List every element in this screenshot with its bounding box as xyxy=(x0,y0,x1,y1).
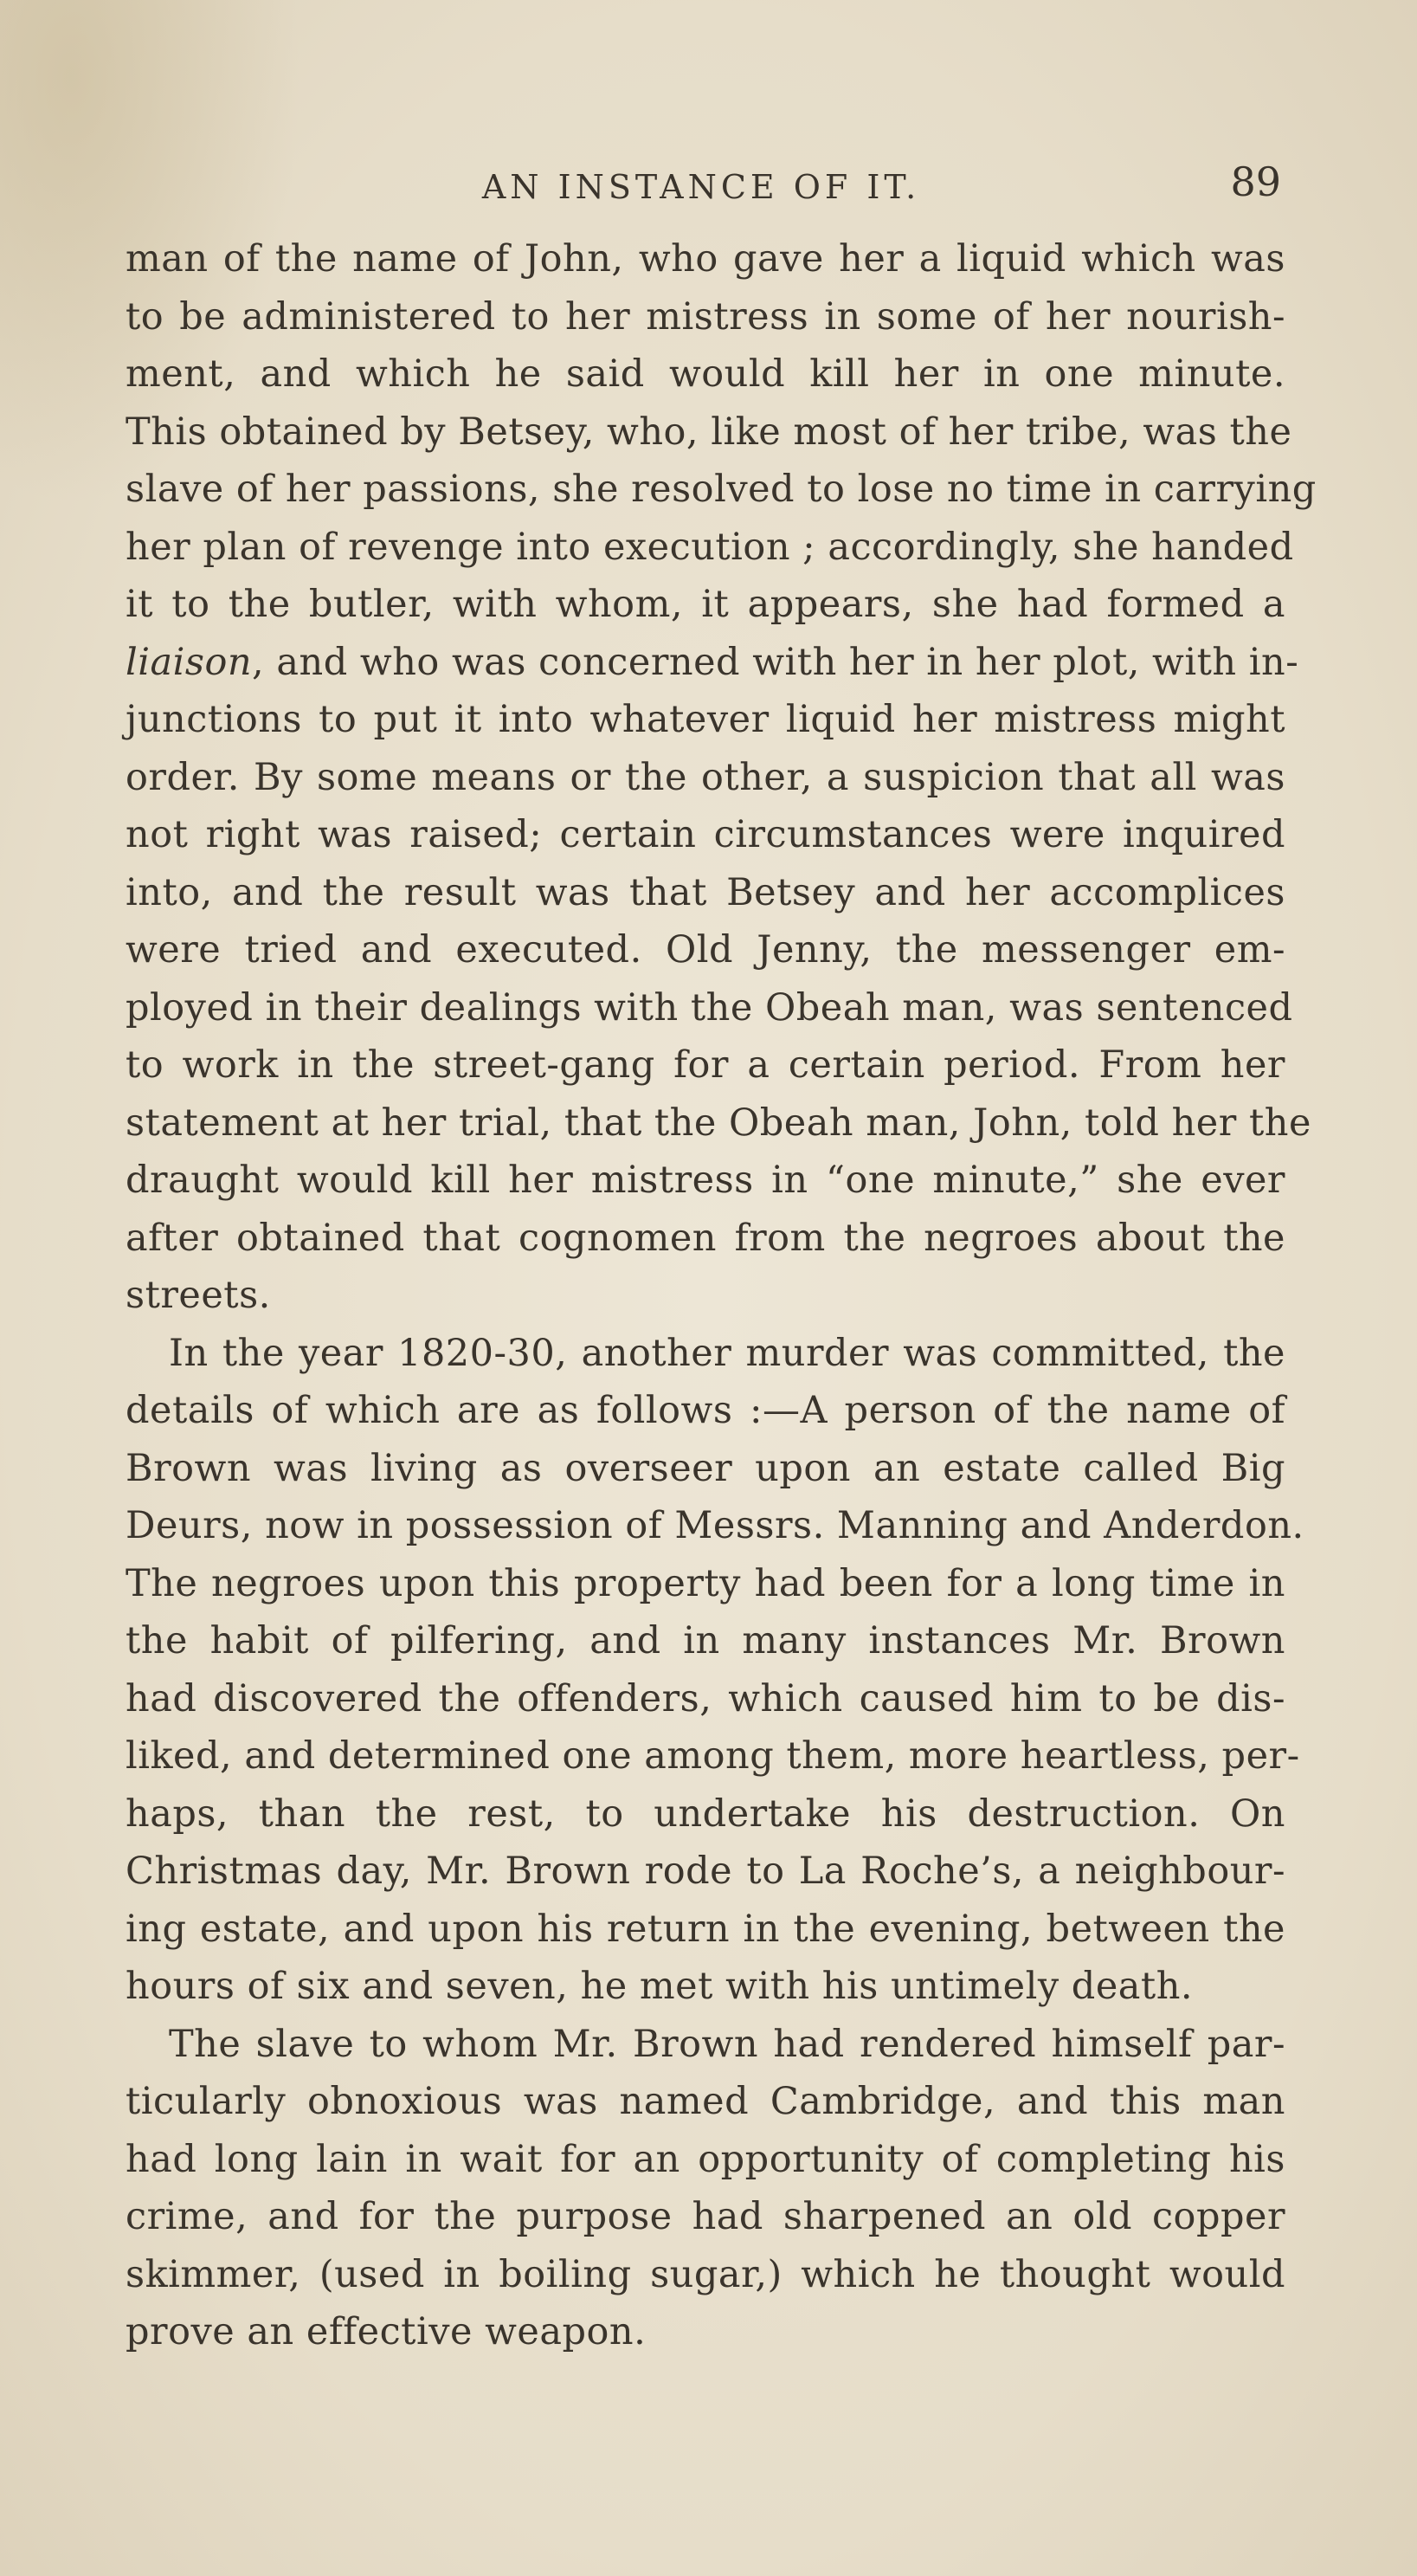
text-line: Christmas day, Mr. Brown rode to La Roche’s, a neighbour- xyxy=(126,1850,1285,1893)
text-line-remainder: , and who was concerned with her in her plot, with in- xyxy=(252,640,1299,684)
text-line: man of the name of John, who gave her a liquid which was xyxy=(126,237,1285,281)
text-line: slave of her passions, she resolved to lose no time in carrying xyxy=(126,468,1317,511)
text-line: to work in the street-gang for a certain period. From her xyxy=(126,1043,1285,1087)
page-number: 89 xyxy=(1230,158,1281,205)
text-line: The negroes upon this property had been for a long time in xyxy=(126,1561,1285,1605)
text-line-with-italic xyxy=(126,634,1299,692)
text-line: details of which are as follows :—A person of the name of xyxy=(126,1389,1285,1432)
text-line: liked, and determined one among them, more heartless, per- xyxy=(126,1734,1300,1778)
text-line: statement at her trial, that the Obeah man, John, told her the xyxy=(126,1101,1311,1145)
text-line: her plan of revenge into execution ; accordingly, she handed xyxy=(126,525,1294,569)
text-line: prove an effective weapon. xyxy=(126,2310,647,2353)
text-line: hours of six and seven, he met with his untimely death. xyxy=(126,1965,1194,2008)
text-line: skimmer, (used in boiling sugar,) which he thought would xyxy=(126,2252,1285,2296)
text-line: after obtained that cognomen from the negroes about the xyxy=(126,1216,1285,1260)
running-head: AN INSTANCE OF IT. xyxy=(481,168,921,206)
text-line: ment, and which he said would kill her in one minute. xyxy=(126,352,1285,396)
text-line: crime, and for the purpose had sharpened an old copper xyxy=(126,2195,1285,2238)
text-line: the habit of pilfering, and in many instances Mr. Brown xyxy=(126,1619,1285,1662)
text-line: were tried and executed. Old Jenny, the messenger em- xyxy=(126,928,1285,972)
text-line: order. By some means or the other, a suspicion that all was xyxy=(126,755,1285,799)
text-line: streets. xyxy=(126,1274,271,1317)
text-line: to be administered to her mistress in some of her nourish- xyxy=(126,294,1285,339)
text-line: haps, than the rest, to undertake his destruction. On xyxy=(126,1792,1285,1836)
text-line: junctions to put it into whatever liquid her mistress might xyxy=(126,698,1285,741)
text-line: had discovered the offenders, which caused him to be dis- xyxy=(126,1676,1285,1721)
text-line: Brown was living as overseer upon an estate called Big xyxy=(126,1446,1285,1490)
body-text xyxy=(126,230,1317,2361)
text-line: not right was raised; certain circumstances were inquired xyxy=(126,813,1285,856)
text-line: draught would kill her mistress in “one minute,” she ever xyxy=(126,1159,1285,1202)
text-line: ing estate, and upon his return in the evening, between the xyxy=(126,1907,1285,1951)
text-line: into, and the result was that Betsey and her accomplices xyxy=(126,870,1285,914)
text-line: it to the butler, with whom, it appears, she had formed a xyxy=(126,583,1285,626)
text-line: ployed in their dealings with the Obeah man, was sentenced xyxy=(126,985,1293,1030)
page-header xyxy=(121,158,1281,213)
text-line: Deurs, now in possession of Messrs. Manning and Anderdon. xyxy=(126,1504,1304,1547)
text-line: had long lain in wait for an opportunity of completing his xyxy=(126,2137,1285,2181)
text-line: ticularly obnoxious was named Cambridge, and this man xyxy=(126,2080,1285,2123)
paragraph-start-line: The slave to whom Mr. Brown had rendered himself par- xyxy=(169,2022,1285,2066)
text-line: This obtained by Betsey, who, like most of her tribe, was the xyxy=(126,410,1292,454)
paragraph-start-line: In the year 1820-30, another murder was committed, the xyxy=(169,1331,1285,1375)
italic-word: liaison xyxy=(126,640,253,684)
